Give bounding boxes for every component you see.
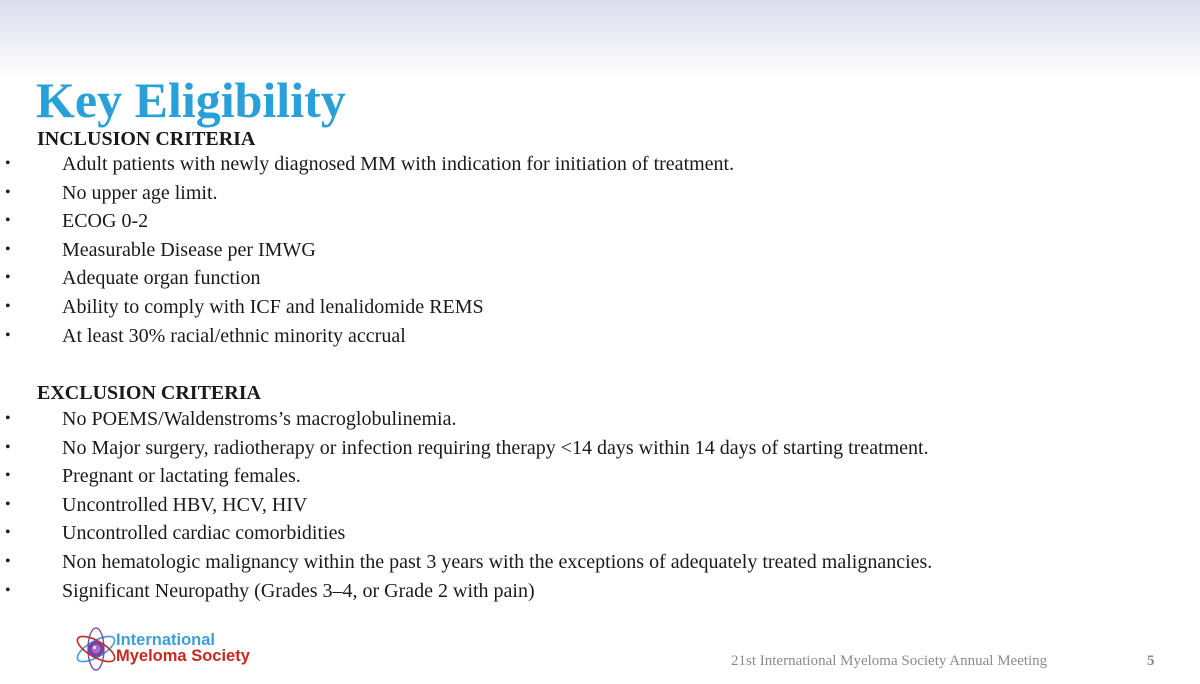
bullet-icon: •: [5, 467, 11, 485]
bullet-icon: •: [5, 155, 11, 172]
logo-text-line2: Myeloma Society: [116, 647, 250, 665]
bullet-icon: •: [5, 410, 11, 427]
footer-meeting-name: 21st International Myeloma Society Annual Meeting: [731, 653, 1048, 669]
bullet-icon: •: [5, 183, 11, 201]
slide-title: Key Eligibility: [36, 72, 346, 128]
bullet-icon: •: [5, 297, 11, 315]
exclusion-item-text: Pregnant or lactating females.: [62, 465, 301, 488]
inclusion-item-text: No upper age limit.: [62, 181, 218, 204]
page-number: 5: [1147, 653, 1155, 669]
bullet-icon: •: [5, 438, 11, 456]
bullet-icon: •: [5, 269, 11, 287]
inclusion-item-text: ECOG 0-2: [62, 210, 149, 233]
logo-text-line1: International: [116, 631, 216, 649]
inclusion-heading: INCLUSION CRITERIA: [37, 128, 256, 150]
myeloma-society-logo: [72, 626, 282, 672]
exclusion-item-text: Uncontrolled HBV, HCV, HIV: [62, 493, 308, 516]
inclusion-item-text: Adequate organ function: [62, 267, 261, 290]
bullet-icon: •: [5, 495, 11, 513]
inclusion-item-text: Measurable Disease per IMWG: [62, 238, 316, 261]
exclusion-item-text: Uncontrolled cardiac comorbidities: [62, 522, 346, 545]
bullet-icon: •: [5, 524, 11, 542]
inclusion-item-text: Adult patients with newly diagnosed MM with indication for initiation of treatment.: [62, 153, 735, 175]
exclusion-item-text: Significant Neuropathy (Grades 3–4, or Grade 2 with pain): [62, 579, 535, 602]
bullet-icon: •: [5, 240, 11, 258]
bullet-icon: •: [5, 212, 11, 230]
exclusion-item-text: Non hematologic malignancy within the past 3 years with the exceptions of adequately treated malignancies.: [62, 550, 933, 573]
bullet-icon: •: [5, 581, 11, 599]
exclusion-item-text: No Major surgery, radiotherapy or infection requiring therapy <14 days within 14 days of starting treatment.: [62, 436, 929, 459]
header-gradient-band: [0, 0, 1200, 78]
inclusion-item-text: At least 30% racial/ethnic minority accrual: [62, 324, 406, 347]
exclusion-item-text: No POEMS/Waldenstroms’s macroglobulinemia.: [62, 408, 457, 430]
exclusion-heading: EXCLUSION CRITERIA: [37, 382, 261, 404]
inclusion-item-text: Ability to comply with ICF and lenalidomide REMS: [62, 295, 484, 318]
bullet-icon: •: [5, 552, 11, 570]
myeloma-society-atom-logo-icon: [72, 626, 120, 672]
bullet-icon: •: [5, 326, 11, 344]
